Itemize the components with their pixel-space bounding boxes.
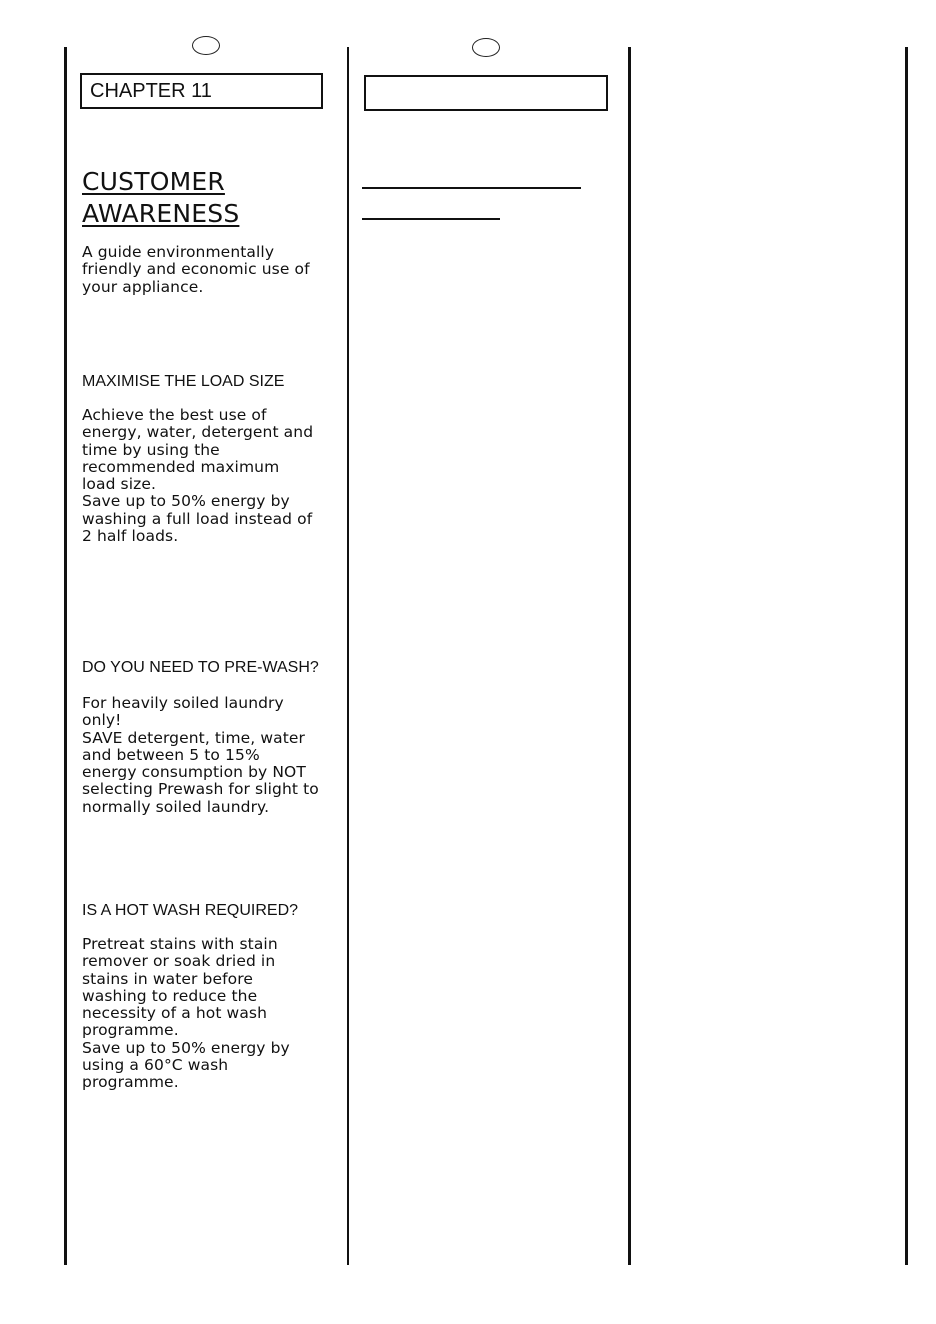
column-divider-middle: [347, 47, 349, 1265]
column-divider-edge: [905, 47, 908, 1265]
section-heading-load-size: MAXIMISE THE LOAD SIZE: [82, 373, 285, 390]
language-badge-icon: [192, 36, 220, 55]
page-title-line: AWARENESS: [82, 199, 240, 228]
page-title-line: CUSTOMER: [82, 167, 225, 196]
column-divider-right: [628, 47, 631, 1265]
column-divider-left: [64, 47, 67, 1265]
intro-paragraph: A guide environmentally friendly and economic use of your appliance.: [82, 243, 310, 296]
title-underline-placeholder: [362, 187, 581, 189]
section-body-hot-wash: Pretreat stains with stain remover or soak dried in stains in water before washing to reduce the necessity of a hot wash programme. Save up to 50% energy by using a 60°C wash programme.: [82, 935, 290, 1092]
chapter-label: CHAPTER 11: [80, 73, 323, 109]
chapter-label-empty-box: [364, 75, 608, 111]
page-title: [82, 166, 239, 230]
language-badge-icon: [472, 38, 500, 57]
section-body-load-size: Achieve the best use of energy, water, detergent and time by using the recommended maximum load size. Save up to 50% energy by washing a full load instead of 2 half loads.: [82, 406, 314, 546]
title-underline-placeholder: [362, 218, 500, 220]
section-heading-pre-wash: DO YOU NEED TO PRE-WASH?: [82, 659, 319, 676]
section-body-pre-wash: For heavily soiled laundry only! SAVE detergent, time, water and between 5 to 15% energy consumption by NOT selecting Prewash for slight to normally soiled laundry.: [82, 694, 319, 816]
section-heading-hot-wash: IS A HOT WASH REQUIRED?: [82, 902, 299, 919]
